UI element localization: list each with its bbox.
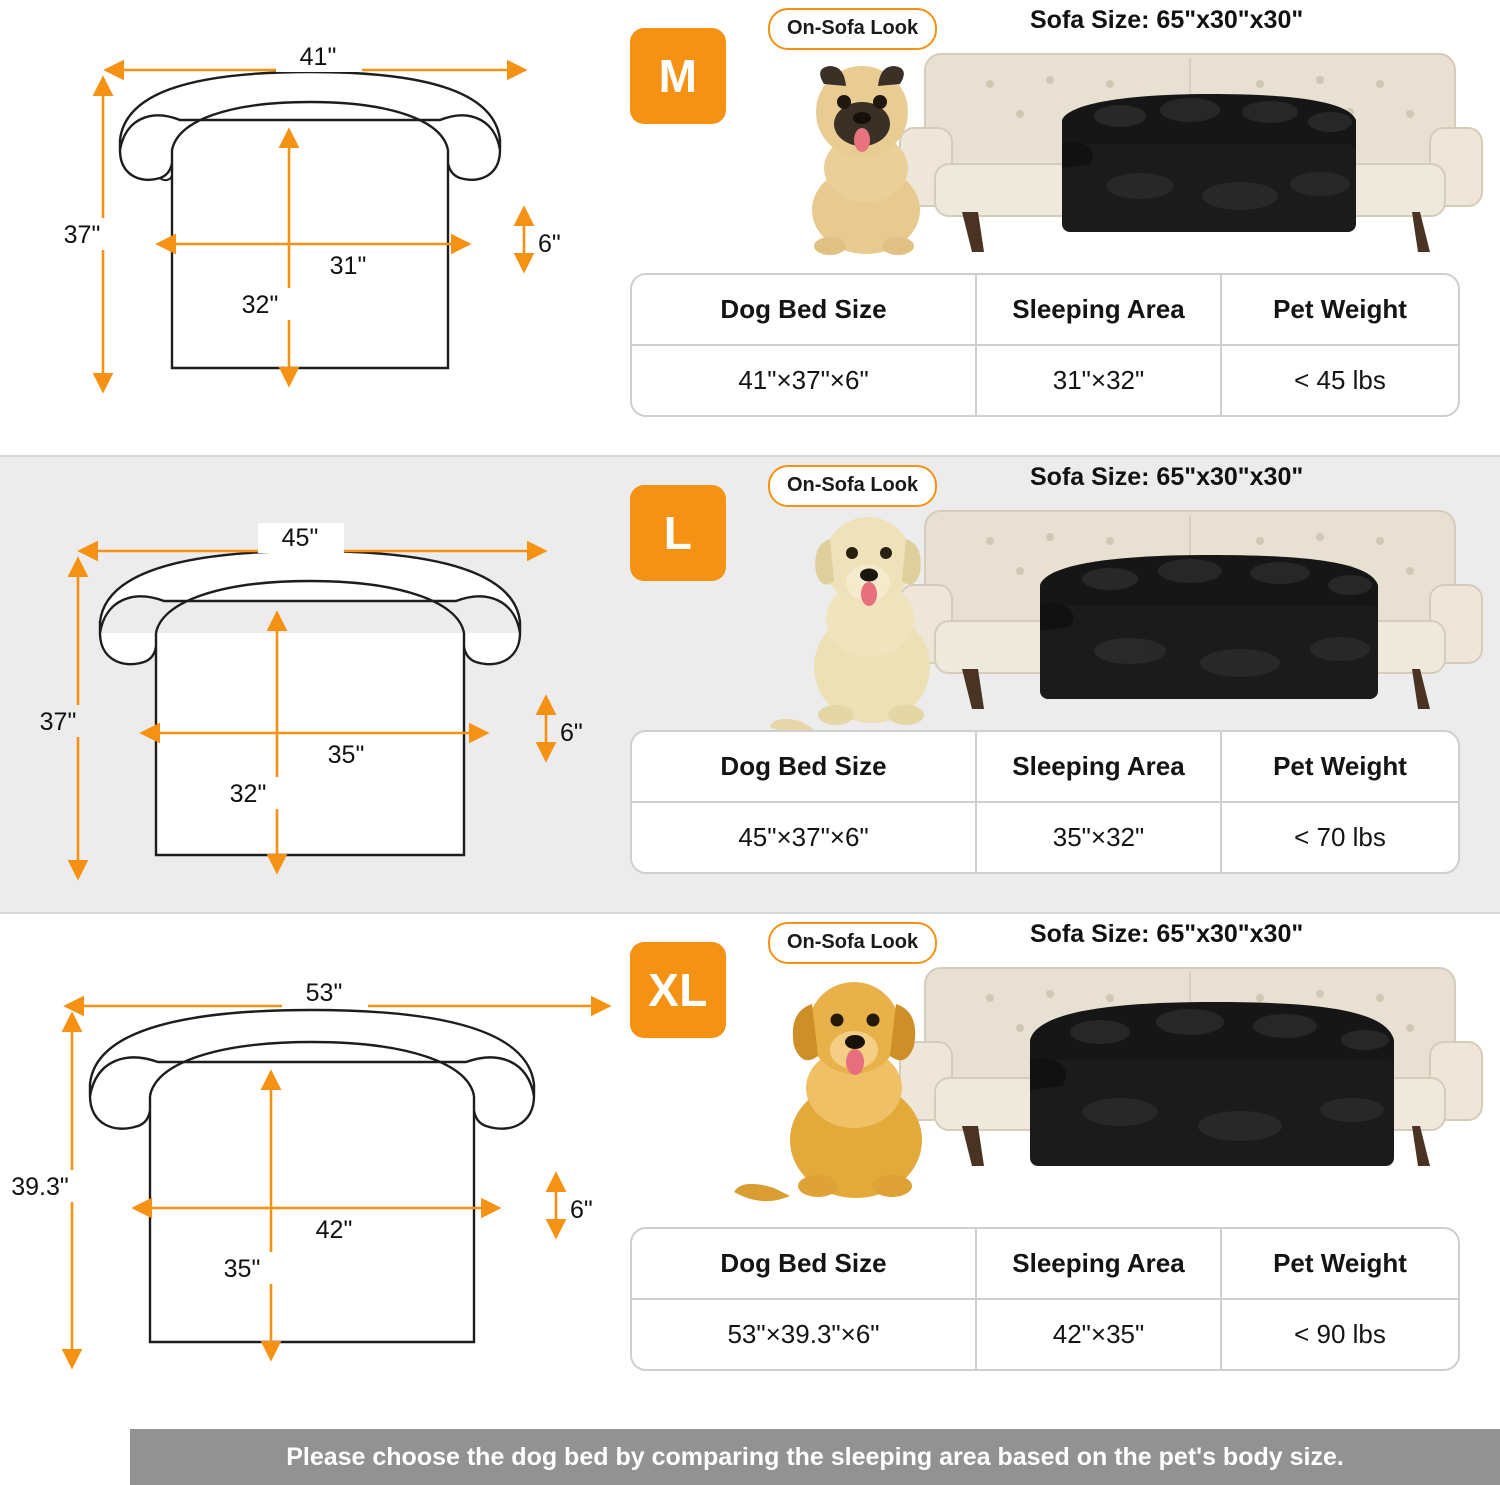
spec-header-row-l [632,732,1458,803]
bed-diagram-svg-l [0,457,620,953]
spec-header-pet-weight: Pet Weight [1273,294,1407,324]
size-badge-m: M [630,28,726,124]
spec-header-sleeping-area: Sleeping Area [977,1229,1222,1298]
dim-inner-width-l: 35" [327,741,365,769]
dim-height-l: 37" [39,708,77,736]
spec-header-row-xl [632,1229,1458,1300]
dim-inner-width-m: 31" [329,252,367,280]
info-pane-xl [620,914,1500,1429]
spec-header-sleeping-area: Sleeping Area [977,732,1222,801]
spec-value-pet-weight-m: < 45 lbs [1294,365,1386,395]
spec-value-pet-weight-xl: < 90 lbs [1294,1319,1386,1349]
spec-value-pet-weight-l: < 70 lbs [1294,822,1386,852]
size-row-l [0,457,1500,912]
spec-header-sleeping-area: Sleeping Area [977,275,1222,344]
info-pane-m [620,0,1500,455]
bed-diagram-xl [0,914,620,1429]
spec-header-bed-size: Dog Bed Size [632,732,977,801]
spec-header-pet-weight: Pet Weight [1273,751,1407,781]
spec-header-pet-weight: Pet Weight [1273,1248,1407,1278]
spec-value-sleeping-area-xl: 42"×35" [977,1300,1222,1369]
spec-header-row-m [632,275,1458,346]
on-sofa-tag-l: On-Sofa Look [768,465,937,507]
spec-table-m [630,273,1460,417]
spec-value-bed-size-xl: 53"×39.3"×6" [632,1300,977,1369]
dog-illustration-labrador [760,495,975,740]
sofa-size-label-m: Sofa Size: 65"x30"x30" [1030,6,1304,34]
spec-value-row-m [632,346,1458,415]
footer-note-text: Please choose the dog bed by comparing the sleeping area based on the pet's body size. [286,1442,1344,1471]
dim-thickness-m: 6" [538,230,561,258]
bed-diagram-m [0,0,620,455]
dog-illustration-pug [770,50,960,260]
sofa-size-label-xl: Sofa Size: 65"x30"x30" [1030,920,1304,948]
on-sofa-tag-m: On-Sofa Look [768,8,937,50]
dim-width-l: 45" [281,524,319,552]
dim-inner-height-l: 32" [229,780,267,808]
info-pane-l [620,457,1500,912]
spec-table-xl [630,1227,1460,1371]
dim-thickness-l: 6" [560,719,583,747]
bed-diagram-l [0,457,620,912]
dim-width-m: 41" [299,43,337,71]
dim-height-m: 37" [63,221,101,249]
spec-header-bed-size: Dog Bed Size [632,1229,977,1298]
on-sofa-tag-xl: On-Sofa Look [768,922,937,964]
spec-value-bed-size-l: 45"×37"×6" [632,803,977,872]
dim-thickness-xl: 6" [570,1196,593,1224]
size-badge-l: L [630,485,726,581]
spec-value-bed-size-m: 41"×37"×6" [632,346,977,415]
footer-left-spacer [0,1429,130,1485]
spec-header-bed-size: Dog Bed Size [632,275,977,344]
size-row-m [0,0,1500,455]
dim-inner-width-xl: 42" [315,1216,353,1244]
spec-table-l [630,730,1460,874]
spec-value-row-l [632,803,1458,872]
bed-diagram-svg-xl [0,914,620,1429]
dim-inner-height-m: 32" [241,291,279,319]
sofa-size-label-l: Sofa Size: 65"x30"x30" [1030,463,1304,491]
footer-note-bar [130,1429,1500,1485]
bed-diagram-svg-m [0,0,620,455]
dim-inner-height-xl: 35" [223,1255,261,1283]
dim-width-xl: 53" [305,979,343,1007]
size-badge-xl: XL [630,942,726,1038]
dim-height-xl: 39.3" [11,1173,69,1201]
spec-value-sleeping-area-l: 35"×32" [977,803,1222,872]
size-row-xl [0,914,1500,1429]
spec-value-row-xl [632,1300,1458,1369]
spec-value-sleeping-area-m: 31"×32" [977,346,1222,415]
dog-illustration-golden-retriever [730,958,980,1218]
